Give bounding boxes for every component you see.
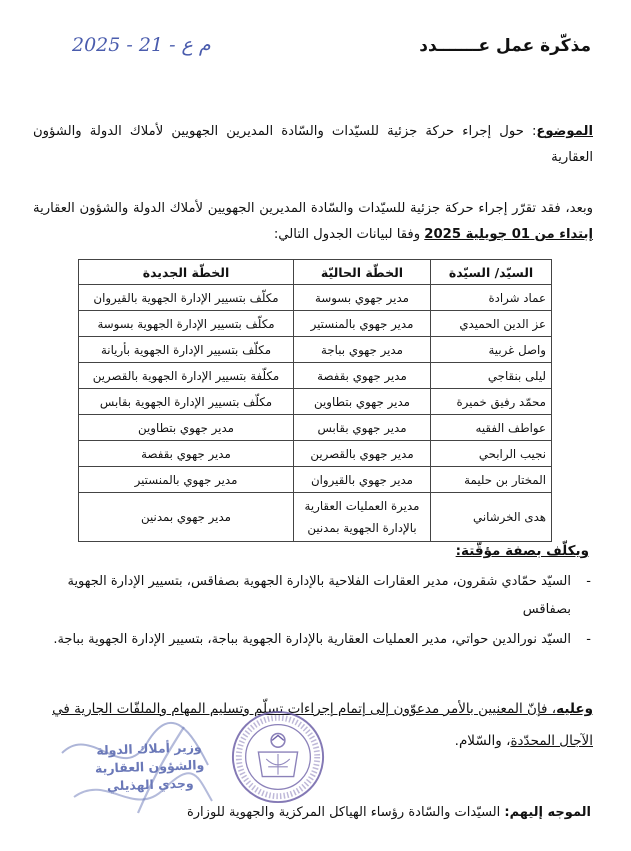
intro-tail: وفقا لبيانات الجدول التالي: bbox=[273, 227, 425, 242]
cell-current: مدير جهوي بسوسة bbox=[294, 285, 431, 311]
subject-text: : حول إجراء حركة جزئية للسيّدات والسّادة المديرين الجهويين لأملاك الدولة والشؤون العقارية bbox=[33, 124, 593, 165]
cell-current: مدير جهوي بالمنستير bbox=[294, 311, 431, 337]
cell-new: مكلّف بتسيير الإدارة الجهوية بسوسة bbox=[79, 311, 294, 337]
cell-name: عز الدين الحميدي bbox=[431, 311, 552, 337]
cell-name: نجيب الرابحي bbox=[431, 441, 552, 467]
list-item: - السيّد حمّادي شقرون، مدير العقارات الفلاحية بالإدارة الجهوية بصفاقس، بتسيير الإدارة الجهوية بصفاقس bbox=[47, 568, 595, 624]
cell-new: مدير جهوي بقفصة bbox=[79, 441, 294, 467]
table-row bbox=[79, 441, 552, 467]
cell-current: مدير جهوي بتطاوين bbox=[294, 389, 431, 415]
intro-text: وبعد، فقد تقرّر إجراء حركة جزئية للسيّدات والسّادة المديرين الجهويين لأملاك الدولة والشؤون العقارية bbox=[33, 201, 593, 216]
header-new: الخطّة الجديدة bbox=[79, 260, 294, 285]
movement-table bbox=[78, 259, 552, 542]
signatory-title-line1: وزير أملاك الدولة bbox=[96, 739, 202, 758]
table-row bbox=[79, 493, 552, 542]
cell-current: مدير جهوي بقابس bbox=[294, 415, 431, 441]
table-row bbox=[79, 467, 552, 493]
temporary-assignment-title: ويكلّف بصفة مؤقّتة: bbox=[455, 543, 589, 559]
effective-date: إبتداء من 01 جويلية 2025 bbox=[424, 227, 593, 242]
conclusion-lead: وعليه bbox=[556, 701, 593, 717]
table-header-row bbox=[79, 260, 552, 285]
cell-name: المختار بن حليمة bbox=[431, 467, 552, 493]
subject-label: الموضوع bbox=[536, 124, 593, 139]
table-row bbox=[79, 285, 552, 311]
conclusion-closing: ، والسّلام. bbox=[454, 733, 511, 749]
recipients-line bbox=[187, 805, 591, 820]
cell-new: مدير جهوي بمدنين bbox=[79, 493, 294, 542]
cell-name: ليلى بنقاجي bbox=[431, 363, 552, 389]
ministry-seal-stamp bbox=[229, 708, 327, 806]
memo-title: مذكّرة عمل عـــــــدد bbox=[419, 36, 591, 56]
cell-new: مكلّفة بتسيير الإدارة الجهوية بالقصرين bbox=[79, 363, 294, 389]
cell-name: محمّد رفيق خميرة bbox=[431, 389, 552, 415]
list-item: - السيّد نورالدين حواتي، مدير العمليات العقارية بالإدارة الجهوية بباجة، بتسيير الإدارة الجهوية بباجة. bbox=[47, 626, 595, 654]
temporary-assignment-list bbox=[47, 568, 595, 656]
cell-name: عماد شرادة bbox=[431, 285, 552, 311]
recipients-label: الموجه إليهم: bbox=[504, 805, 591, 820]
cell-current: مدير جهوي بالقيروان bbox=[294, 467, 431, 493]
cell-new: مكلّف بتسيير الإدارة الجهوية بالقيروان bbox=[79, 285, 294, 311]
cell-new: مدير جهوي بالمنستير bbox=[79, 467, 294, 493]
header-current: الخطّة الحاليّة bbox=[294, 260, 431, 285]
memo-number-handwritten: 2025 - 21 - م ع bbox=[72, 34, 211, 56]
signatory-title-line2: والشؤون العقارية bbox=[94, 757, 205, 776]
table-row bbox=[79, 389, 552, 415]
cell-name: عواطف الفقيه bbox=[431, 415, 552, 441]
cell-new: مكلّف بتسيير الإدارة الجهوية بأريانة bbox=[79, 337, 294, 363]
header-name: السيّد/ السيّدة bbox=[431, 260, 552, 285]
cell-current: مدير جهوي بالقصرين bbox=[294, 441, 431, 467]
table-row bbox=[79, 311, 552, 337]
cell-current: مدير جهوي بقفصة bbox=[294, 363, 431, 389]
table-row bbox=[79, 415, 552, 441]
cell-current: مدير جهوي بباجة bbox=[294, 337, 431, 363]
cell-new: مدير جهوي بتطاوين bbox=[79, 415, 294, 441]
cell-name: واصل غربية bbox=[431, 337, 552, 363]
table-row bbox=[79, 337, 552, 363]
signatory-name: وجدي الهذيلي bbox=[106, 775, 194, 794]
recipients-text: السيّدات والسّادة رؤساء الهياكل المركزية والجهوية للوزارة bbox=[186, 805, 505, 820]
intro-paragraph bbox=[33, 196, 593, 248]
cell-current: مديرة العمليات العقارية بالإدارة الجهوية بمدنين bbox=[294, 493, 431, 542]
subject-paragraph bbox=[33, 119, 593, 171]
signatory-block bbox=[94, 738, 205, 796]
cell-new: مكلّف بتسيير الإدارة الجهوية بقابس bbox=[79, 389, 294, 415]
cell-name: هدى الخرشاني bbox=[431, 493, 552, 542]
table-row bbox=[79, 363, 552, 389]
conclusion-body: ، فإنّ المعنيين بالأمر مدعوّون إلى إتمام إجراءات تسلّم وتسليم المهام والملفّات الجارية في الآجال المحدّدة bbox=[52, 701, 593, 749]
